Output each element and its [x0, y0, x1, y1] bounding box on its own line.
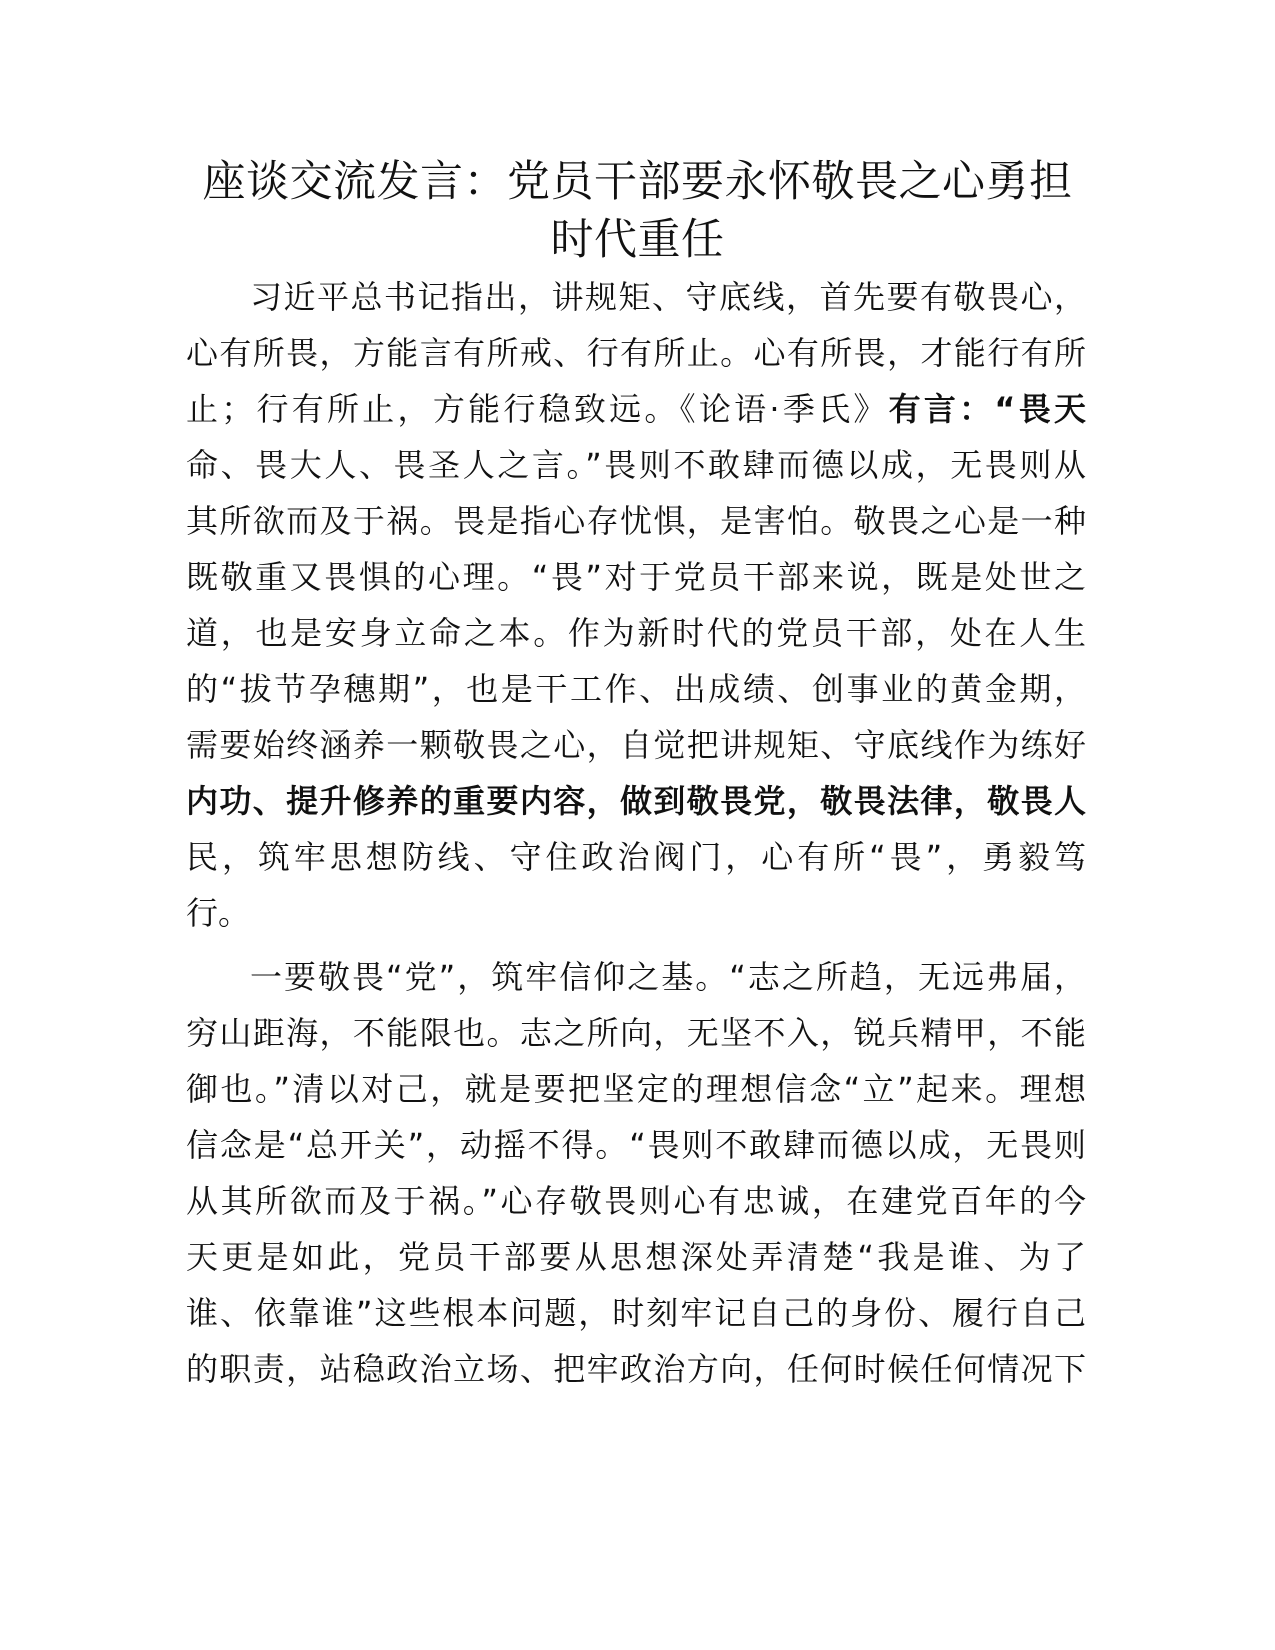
paragraph-2-line-2: 穷山距海，不能限也。志之所向，无坚不入，锐兵精甲，不能: [186, 1014, 1086, 1052]
paragraph-2-line-5: 从其所欲而及于祸。”心存敬畏则心有忠诚，在建党百年的今: [186, 1182, 1086, 1220]
paragraph-2-line-3: 御也。”清以对己，就是要把坚定的理想信念“立”起来。理想: [186, 1070, 1086, 1108]
document-title-line-2: 时代重任: [550, 215, 725, 265]
paragraph-2-line-1: 一要敬畏“党”，筑牢信仰之基。“志之所趋，无远弗届，: [250, 958, 1086, 996]
paragraph-1-line-4: 命、畏大人、畏圣人之言。”畏则不敢肆而德以成，无畏则从: [186, 446, 1086, 484]
paragraph-1-line-5: 其所欲而及于祸。畏是指心存忧惧，是害怕。敬畏之心是一种: [186, 502, 1086, 540]
paragraph-1-line-6: 既敬重又畏惧的心理。“畏”对于党员干部来说，既是处世之: [186, 558, 1086, 596]
paragraph-2-line-6: 天更是如此，党员干部要从思想深处弄清楚“我是谁、为了: [186, 1238, 1086, 1276]
paragraph-2-line-7: 谁、依靠谁”这些根本问题，时刻牢记自己的身份、履行自己: [186, 1294, 1086, 1332]
paragraph-1-line-11: 民，筑牢思想防线、守住政治阀门，心有所“畏”，勇毅笃: [186, 838, 1086, 876]
paragraph-1-line-3-text: 止；行有所止，方能行稳致远。《论语·季氏》: [186, 390, 889, 428]
paragraph-2-line-4: 信念是“总开关”，动摇不得。“畏则不敢肆而德以成，无畏则: [186, 1126, 1086, 1164]
paragraph-1-line-1: 习近平总书记指出，讲规矩、守底线，首先要有敬畏心，: [250, 278, 1086, 316]
paragraph-1-line-8: 的“拔节孕穗期”，也是干工作、出成绩、创事业的黄金期，: [186, 670, 1086, 708]
paragraph-1-line-2: 心有所畏，方能言有所戒、行有所止。心有所畏，才能行有所: [186, 334, 1086, 372]
document-title-line-1: 座谈交流发言：党员干部要永怀敬畏之心勇担: [202, 157, 1073, 207]
paragraph-1-line-3-bold: 有言：“畏天: [888, 390, 1086, 428]
paragraph-2-line-8: 的职责，站稳政治立场、把牢政治方向，任何时候任何情况下: [186, 1350, 1086, 1388]
paragraph-1-line-3: [186, 384, 1086, 434]
paragraph-1-line-7: 道，也是安身立命之本。作为新时代的党员干部，处在人生: [186, 614, 1086, 652]
paragraph-1-line-12: 行。: [186, 894, 251, 932]
paragraph-1-line-9: 需要始终涵养一颗敬畏之心，自觉把讲规矩、守底线作为练好: [186, 726, 1086, 764]
paragraph-1-line-10: 内功、提升修养的重要内容，做到敬畏党，敬畏法律，敬畏人: [186, 782, 1086, 820]
